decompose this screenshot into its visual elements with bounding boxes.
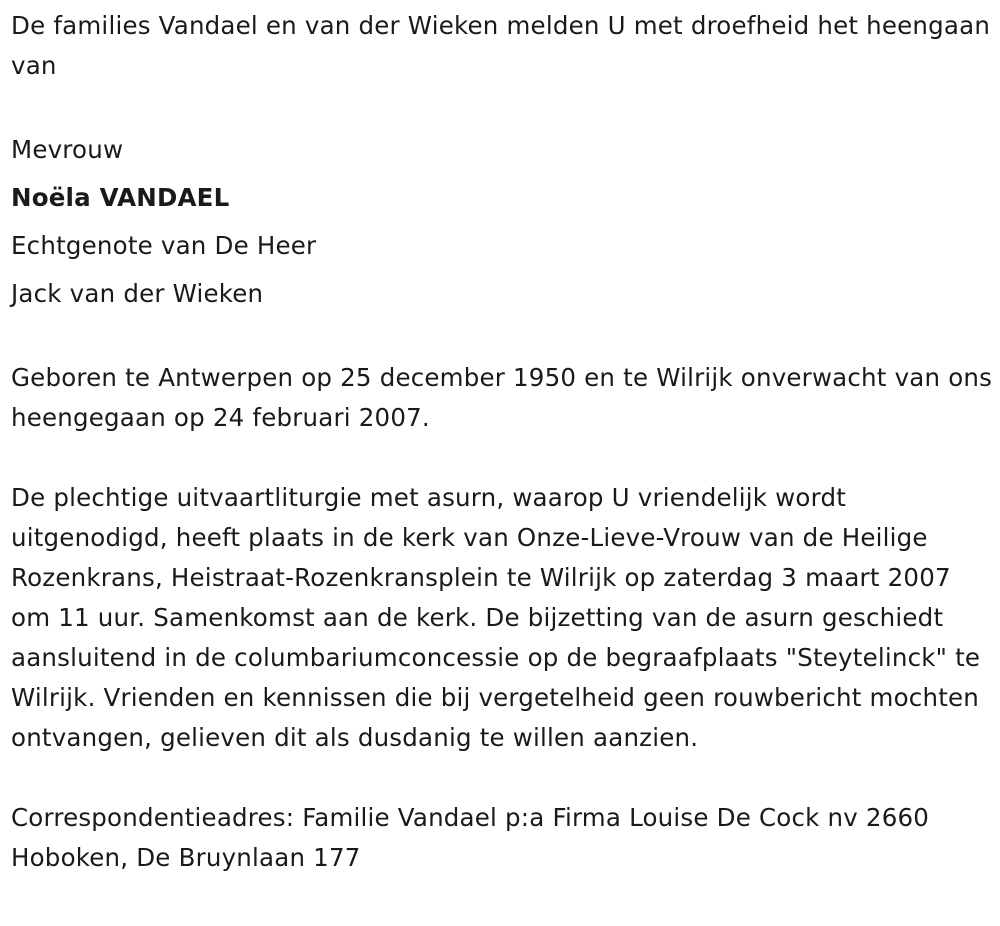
birth-death-paragraph: Geboren te Antwerpen op 25 december 1950 en te Wilrijk onverwacht van ons heengegaan op 24 februari 2007. (11, 363, 993, 432)
spacer (11, 318, 993, 358)
intro-paragraph: De families Vandael en van der Wieken melden U met droefheid het heengaan van (11, 11, 991, 80)
death-notice (11, 6, 993, 918)
spouse-line-1: Echtgenote van De Heer (11, 231, 317, 260)
spouse-line-2: Jack van der Wieken (11, 279, 264, 308)
deceased-name: Noëla VANDAEL (11, 183, 230, 212)
correspondence-paragraph: Correspondentieadres: Familie Vandael p:a Firma Louise De Cock nv 2660 Hoboken, De Bruynlaan 177 (11, 803, 930, 872)
title-prefix: Mevrouw (11, 135, 124, 164)
ceremony-paragraph: De plechtige uitvaartliturgie met asurn, waarop U vriendelijk wordt uitgenodigd, heeft plaats in de kerk van Onze-Lieve-Vrouw van de Heilige Rozenkrans, Heistraat-Rozenkransplein te Wilrijk op zaterdag 3 maart 2007 om 11 uur. Samenkomst aan de kerk. De bijzetting van de asurn geschiedt aansluitend in de columbariumconcessie op de begraafplaats "Steytelinck" te Wilrijk. Vrienden en kennissen die bij vergetelheid geen rouwbericht mochten ontvangen, gelieven dit als dusdanig te willen aanzien. (11, 483, 981, 752)
